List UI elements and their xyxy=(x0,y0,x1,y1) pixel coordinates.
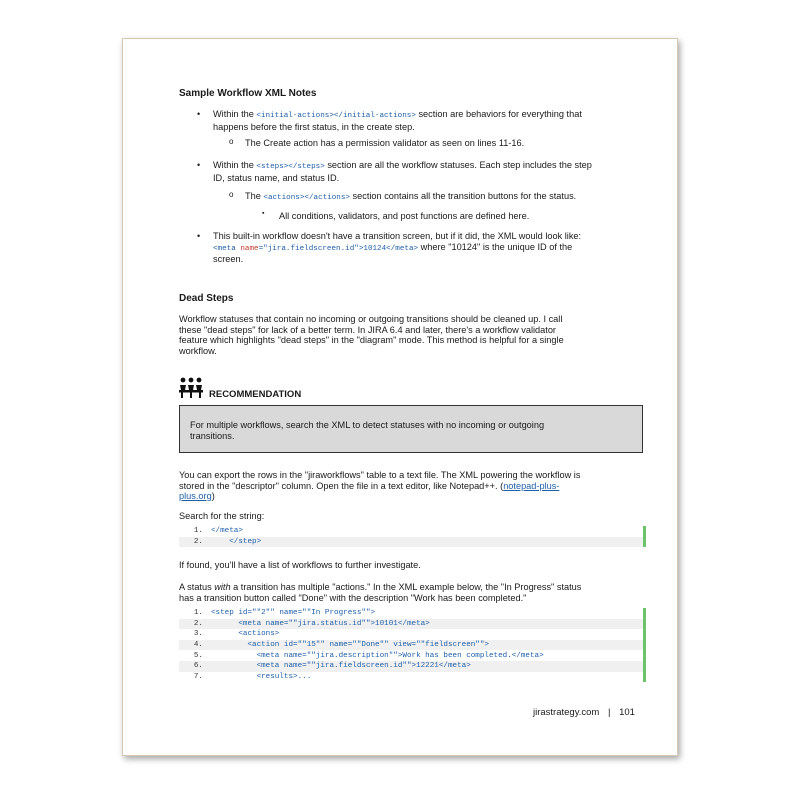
code-line xyxy=(179,537,643,548)
code-text: <results>... xyxy=(211,672,312,681)
section-heading-workflow-notes: Sample Workflow XML Notes xyxy=(179,88,317,99)
line-number: 6. xyxy=(193,662,203,671)
bullet-1 xyxy=(213,109,653,132)
export-paragraph xyxy=(179,470,649,502)
paragraph-line: stored in the "descriptor" column. Open the file in a text editor, like Notepad++. ( xyxy=(179,480,504,491)
paragraph-line: feature which highlights "dead steps" in the "diagram" mode. This method is helpful for a single xyxy=(179,335,564,345)
bullet-3-text-b: where "10124" is the unique ID of the xyxy=(418,241,573,252)
paragraph-line: workflow. xyxy=(179,345,217,356)
code-text: <meta name=""jira.status.id"">10101</meta> xyxy=(211,619,430,628)
bullet-dot: • xyxy=(197,109,201,119)
code-block-xml-example xyxy=(179,608,646,682)
bullet-2 xyxy=(213,160,653,183)
code-line xyxy=(179,526,643,537)
search-label: Search for the string: xyxy=(179,511,265,521)
code-line xyxy=(179,661,643,672)
code-line xyxy=(179,640,643,651)
paragraph-line: Workflow statuses that contain no incoming or outgoing transitions should be cleaned up. I call xyxy=(179,314,563,324)
paragraph-line: has a transition button called "Done" with the description "Work has been completed." xyxy=(179,592,527,603)
code-text: <step id=""2"" name=""In Progress""> xyxy=(211,609,376,618)
code-line xyxy=(179,629,643,640)
recommendation-label: RECOMMENDATION xyxy=(209,389,302,400)
dead-steps-paragraph xyxy=(179,314,649,356)
team-icon xyxy=(179,376,203,398)
notepad-plus-plus-link[interactable]: notepad-plus- xyxy=(503,480,560,491)
inline-code-meta-value: ="jira.fieldscreen.id">10124</meta> xyxy=(258,244,419,253)
code-text: <meta name=""jira.fieldscreen.id"">12221</meta> xyxy=(211,662,471,671)
line-number: 5. xyxy=(193,651,203,660)
line-number: 1. xyxy=(193,609,203,618)
code-line xyxy=(179,650,643,661)
inline-code-initial-actions: <initial-actions></initial-actions> xyxy=(256,112,416,120)
document-page xyxy=(122,38,678,756)
paragraph-line: these "dead steps" for lack of a better term. In JIRA 6.4 and later, there's a workflow validator xyxy=(179,324,556,335)
sub-bullet-circle: o xyxy=(229,190,234,199)
bullet-2-text-c: ID, status name, and status ID. xyxy=(213,172,340,183)
status-paragraph xyxy=(179,582,649,603)
line-number: 7. xyxy=(193,672,203,681)
paragraph-emphasis: with xyxy=(214,582,231,592)
recommendation-text xyxy=(190,420,544,441)
bullet-2-sub xyxy=(245,191,576,204)
bullet-dot: • xyxy=(197,160,201,170)
code-line xyxy=(179,608,643,619)
paragraph-text: A status xyxy=(179,582,215,592)
recommendation-box xyxy=(179,405,643,453)
footer-separator: | xyxy=(607,707,611,718)
code-text: <action id=""15"" name=""Done"" view=""fieldscreen""> xyxy=(211,641,489,650)
recommendation-line: For multiple workflows, search the XML to detect statuses with no incoming or outgoing xyxy=(190,420,545,430)
footer-site: jirastrategy.com xyxy=(533,707,600,718)
paragraph-close-paren: ) xyxy=(211,491,215,501)
code-block-search xyxy=(179,526,646,547)
sub-sub-bullet-square: ▪ xyxy=(262,210,265,217)
bullet-3 xyxy=(213,231,653,265)
code-text: </step> xyxy=(211,537,262,546)
page-footer xyxy=(533,707,635,718)
bullet-2-sub-text-a: The xyxy=(245,191,264,201)
line-number: 1. xyxy=(193,527,203,536)
sub-bullet-circle: o xyxy=(229,137,234,146)
notepad-plus-plus-link-cont[interactable]: plus.org xyxy=(179,491,212,501)
bullet-2-text-b: section are all the workflow statuses. Each step includes the step xyxy=(324,160,592,170)
inline-code-actions: <actions></actions> xyxy=(263,194,350,202)
found-text: If found, you'll have a list of workflows to further investigate. xyxy=(179,560,421,570)
bullet-3-text-c: screen. xyxy=(213,254,244,264)
bullet-1-text-b: section are behaviors for everything that xyxy=(415,109,582,119)
code-line xyxy=(179,672,643,683)
code-text: </meta> xyxy=(211,527,243,536)
recommendation-line: transitions. xyxy=(190,430,235,441)
inline-code-meta-open: <meta xyxy=(213,244,241,253)
paragraph-text: a transition has multiple "actions." In the XML example below, the "In Progress" status xyxy=(230,582,582,592)
bullet-2-subsub: All conditions, validators, and post functions are defined here. xyxy=(279,211,530,221)
bullet-3-text-a: This built-in workflow doesn't have a transition screen, but if it did, the XML would look like: xyxy=(213,231,582,241)
page-number: 101 xyxy=(619,707,635,718)
code-text: <meta name=""jira.description"">Work has been completed.</meta> xyxy=(211,651,544,660)
section-heading-dead-steps: Dead Steps xyxy=(179,293,234,304)
inline-code-steps: <steps></steps> xyxy=(256,163,325,171)
bullet-2-text-a: Within the xyxy=(213,160,257,170)
bullet-1-sub: The Create action has a permission validator as seen on lines 11-16. xyxy=(245,138,525,148)
line-number: 2. xyxy=(193,619,203,628)
bullet-1-text-a: Within the xyxy=(213,109,257,119)
code-line xyxy=(179,619,643,630)
bullet-1-text-c: happens before the first status, in the create step. xyxy=(213,121,415,132)
line-number: 2. xyxy=(193,537,203,546)
code-text: <actions> xyxy=(211,630,280,639)
paragraph-line: You can export the rows in the "jiraworkflows" table to a text file. The XML powering the workflow is xyxy=(179,470,581,480)
inline-code-attr: name xyxy=(240,244,259,253)
bullet-2-sub-text-b: section contains all the transition buttons for the status. xyxy=(349,191,577,201)
line-number: 3. xyxy=(193,630,203,639)
bullet-dot: • xyxy=(197,231,201,241)
line-number: 4. xyxy=(193,641,203,650)
